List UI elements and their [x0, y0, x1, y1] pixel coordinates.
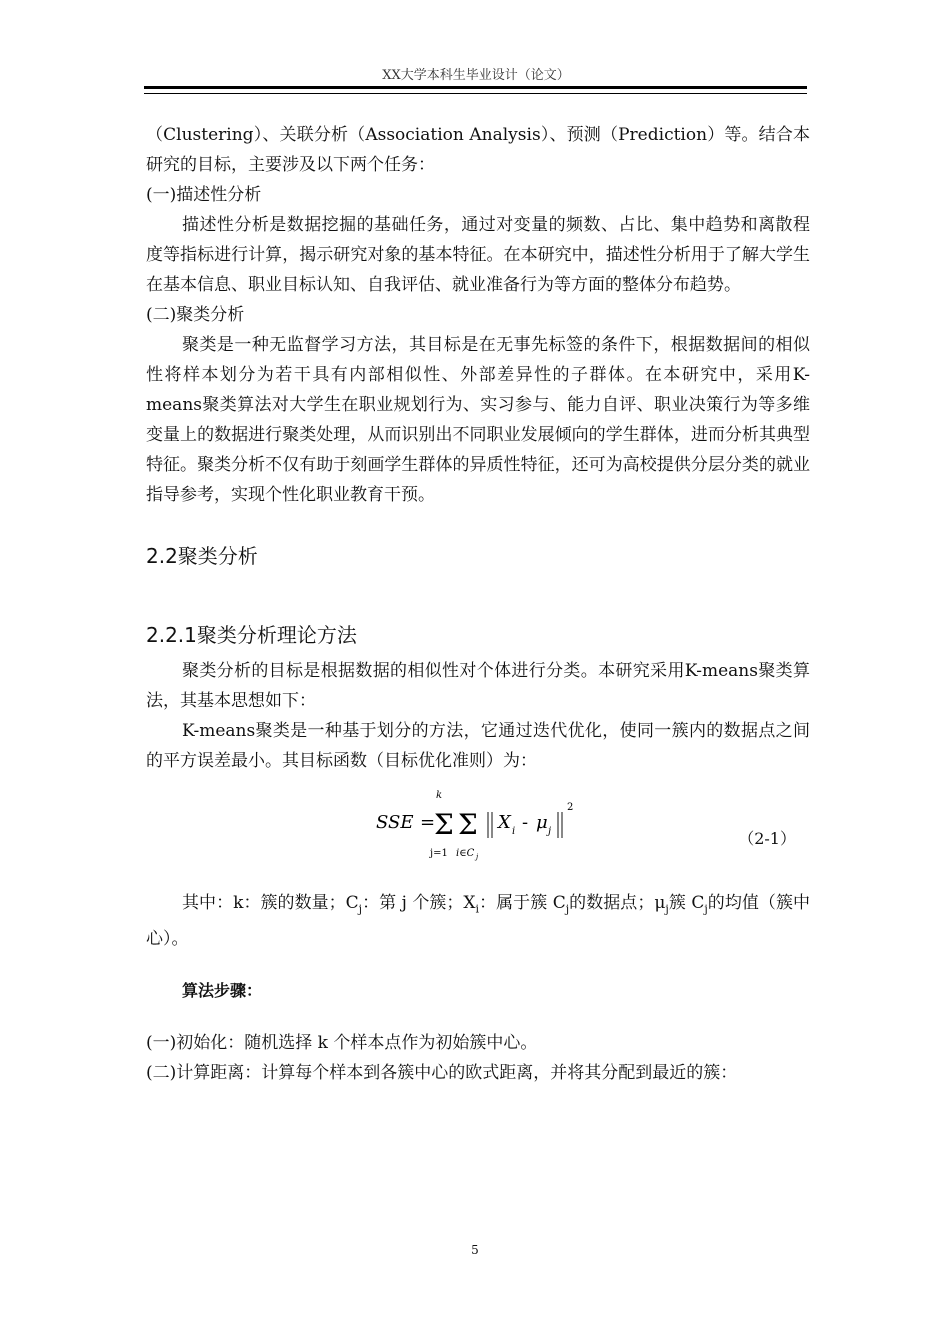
formula-x-sub: i [512, 826, 516, 837]
formula-x: X [498, 812, 511, 833]
formula-lower1: j=1 [430, 848, 448, 859]
svg-text:=: = [420, 812, 436, 833]
subheading-descriptive: (一)描述性分析 [146, 185, 262, 205]
equation-number: （2-1） [738, 829, 796, 848]
sse-formula [370, 776, 590, 868]
svg-text:-: - [522, 812, 529, 833]
algorithm-title: 算法步骤： [182, 981, 263, 1001]
header-rule-thin [144, 93, 807, 94]
page-number: 5 [471, 1243, 479, 1257]
subheading-clustering: (二)聚类分析 [146, 305, 245, 325]
paragraph-intro: （Clustering）、关联分析（Association Analysis）、预测（Prediction）等。结合本研究的目标，主要涉及以下两个任务： [146, 125, 810, 175]
running-header: XX大学本科生毕业设计（论文） [382, 68, 570, 83]
formula-lower2: i∈C [456, 848, 475, 859]
formula-power: 2 [567, 802, 574, 813]
formula-lhs: SSE [376, 812, 414, 833]
paragraph-kmeans: K-means聚类是一种基于划分的方法，它通过迭代优化，使同一簇内的数据点之间的平方误差最小。其目标函数（目标优化准则）为： [146, 721, 810, 771]
formula-mu-sub: j [548, 826, 552, 837]
formula-mu: μ [536, 812, 548, 833]
paragraph-clustering: 聚类是一种无监督学习方法，其目标是在无事先标签的条件下，根据数据间的相似性将样本划分为若干具有内部相似性、外部差异性的子群体。在本研究中，采用K-means聚类算法对大学生在职业规划行为、实习参与、能力自评、职业决策行为等多维变量上的数据进行聚类处理，从而识别出不同职业发展倾向的学生群体，进而分析其典型特征。聚类分析不仅有助于刻画学生群体的异质性特征，还可为高校提供分层分类的就业指导参考，实现个性化职业教育干预。 [146, 335, 810, 505]
paragraph-definitions: 其中：k：簇的数量；$C_j$：第 j 个簇；$X_i$：属于簇 $C_j$的数据点；$\mu_j$簇 $C_j$的均值（簇中心）。 [146, 893, 810, 950]
formula-upper: k [436, 790, 443, 801]
header-rule-thick [144, 86, 807, 89]
section-heading-2-2: 2.2聚类分析 [146, 544, 258, 568]
section-heading-2-2-1: 2.2.1聚类分析理论方法 [146, 623, 357, 647]
paragraph-descriptive: 描述性分析是数据挖掘的基础任务，通过对变量的频数、占比、集中趋势和离散程度等指标进行计算，揭示研究对象的基本特征。在本研究中，描述性分析用于了解大学生在基本信息、职业目标认知、自我评估、就业准备行为等方面的整体分布趋势。 [146, 215, 810, 295]
algorithm-step-1: (一)初始化：随机选择 k 个样本点作为初始簇中心。 [146, 1033, 538, 1054]
sum-symbol-outer: Σ [434, 808, 454, 841]
formula-block [146, 776, 810, 868]
page-body [146, 120, 810, 1088]
algorithm-step-2: (二)计算距离：计算每个样本到各簇中心的欧式距离，并将其分配到最近的簇： [146, 1063, 738, 1084]
formula-lower2-sub: j [476, 853, 479, 861]
sum-symbol-inner: Σ [458, 808, 478, 841]
paragraph-theory: 聚类分析的目标是根据数据的相似性对个体进行分类。本研究采用K-means聚类算法，其基本思想如下： [146, 661, 810, 711]
